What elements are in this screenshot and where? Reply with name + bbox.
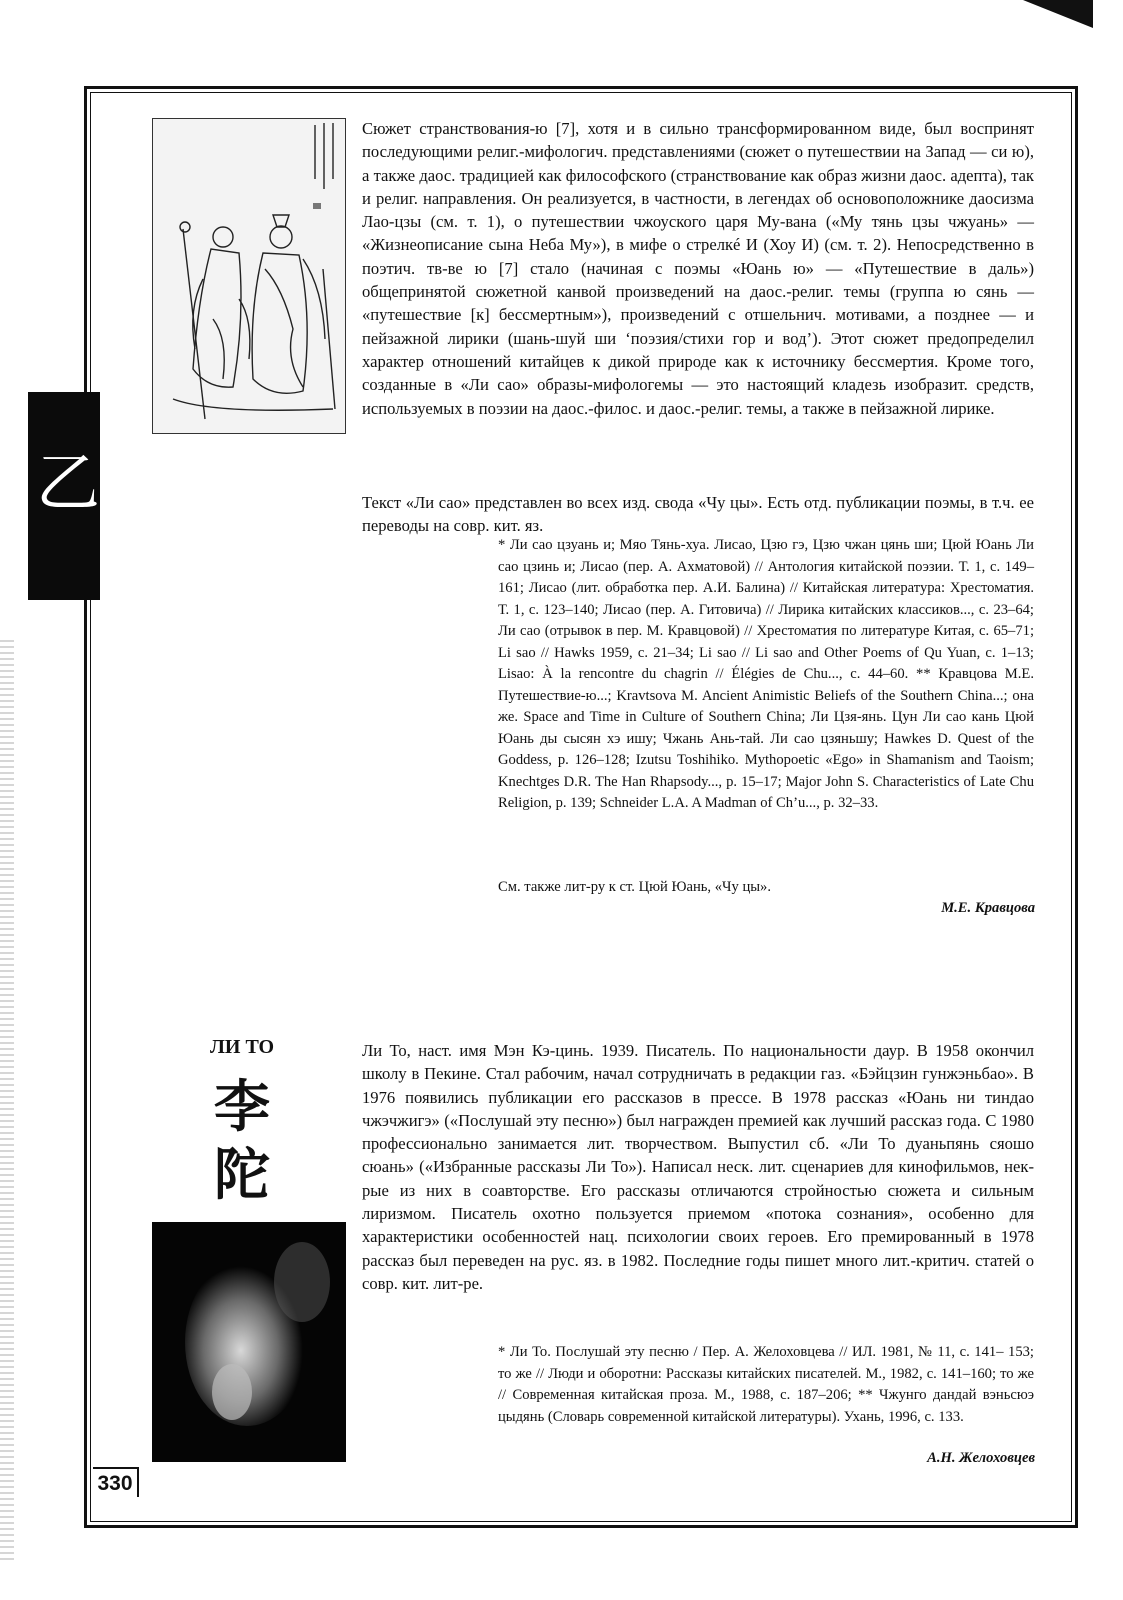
article2-author: А.Н. Желоховцев [927, 1450, 1035, 1466]
scan-edge-artifact [0, 640, 14, 1560]
author-photo-graphic [152, 1222, 346, 1462]
article1-bibliography: * Ли сао цзуань и; Мяо Тянь-хуа. Лисао, Цзю гэ, Цзю чжан цянь ши; Цюй Юань Ли сао цзинь и; Лисао (пер. А. Ахматовой) // Антология китайской поэзии. Т. 1, с. 149–161; Лисао (лит. обработка пер. А.И. Балина) // Китайская литература: Хрестоматия. Т. 1, с. 123–140; Лисао (пер. А. Гитовича) // Лирика китайских классиков..., с. 23–64; Ли сао (отрывок в пер. М. Кравцовой) // Хрестоматия по литературе Китая, с. 65–71; Li sao // Hawks 1959, с. 21–34; Li sao // Li sao and Other Poems of Qu Yuan, с. 1–13; Lisao: À la rencontre du chagrin // Élégies de Chu..., с. 44–60. ** Кравцова М.Е. Путешествие-ю...; Kravtsova M. Ancient Animistic Beliefs of the Southern China...; она же. Space and Time in Culture of Southern China; Ли Цзя-янь. Цун Ли сао кань Цюй Юань ды сысян хэ ишу; Чжань Ань-тай. Ли сао цзяньшу; Hawkes D. Quest of the Goddess, p. 126–128; Izutsu Toshihiko. Mythopoetic «Ego» in Shamanism and Taoism; Knechtges D.R. The Han Rhapsody..., p. 15–17; Major John S. Characteristics of Late Chu Religion, p. 139; Schneider L.A. A Madman of Ch’u..., p. 32–33. [498, 537, 1034, 811]
author-photo [152, 1222, 346, 1462]
article1-author: М.Е. Кравцова [941, 900, 1035, 916]
page-corner-mark [1023, 0, 1093, 28]
page-number: 330 [93, 1467, 139, 1497]
entry-hanzi-2: 陀 [214, 1143, 270, 1208]
entry-hanzi-1: 李 [214, 1075, 270, 1140]
article1-paragraph-1: Сюжет странствования-ю [7], хотя и в сильно трансформированном виде, был воспринят последующими религ.-мифологич. представлениями (сюжет о путешествии на Запад — си ю), а также даос. традицией как философского (странствование как образ жизни даос. адепта), так и религ. направления. Он реализуется, в частности, в легендах об основоположнике даосизма Лао-цзы (см. т. 1), о путешествии чжоуского царя Му-вана («Му тянь цзы чжуань» — «Жизнеописание сына Неба Му»), в мифе о стрелкé И (Хоу И) (см. т. 2). Непосредственно в поэтич. тв-ве ю [7] стало (начиная с поэмы «Юань ю» — «Путешествие в даль») общепринятой сюжетной канвой произведений на даос.-религ. темы (группа ю сянь — «путешествие [к] бессмертным»), произведений с отшельнич. мотивами, а позднее — и пейзажной лирики (шань-шуй ши ‘поэзия/стихи гор и вод’). Этот сюжет предопределил характер отношений китайцев к дикой природе как к источнику бессмертия. Кроме того, созданные в «Ли сао» образы-мифологемы — это настоящий кладезь изобразит. средств, используемых в поэзии на даос.-филос. и даос.-религ. темы, а также в пейзажной лирике. [362, 119, 1034, 418]
article1-see-also: См. также лит-ру к ст. Цюй Юань, «Чу цы». [498, 879, 772, 895]
entry-headword: ЛИ ТО [210, 1036, 275, 1058]
woodcut-figures-graphic [153, 119, 346, 434]
article1-paragraph-2: Текст «Ли сао» представлен во всех изд. свода «Чу цы». Есть отд. публикации поэмы, в т.ч. ее переводы на совр. кит. яз. [362, 493, 1034, 536]
illustration-woodcut [152, 118, 346, 434]
section-tab-glyph: 乙 [36, 447, 100, 521]
article2-paragraph: Ли То, наст. имя Мэн Кэ-цинь. 1939. Писатель. По национальности даур. В 1958 окончил школу в Пекине. Стал рабочим, начал сотрудничать в редакции газ. «Бэйцзин гунжэньбао». В 1976 появились публикации его рассказов в прессе. В 1978 рассказ «Юань ни тиндао чжэчжигэ» («Послушай эту песню») был награжден премией как лучший рассказ года. С 1980 профессионально занимается лит. творчеством. Выпустил сб. «Ли То дуаньпянь сяошо сюань» («Избранные рассказы Ли То»). Написал неск. лит. сценариев для кинофильмов, нек-рые из них в соавторстве. Его рассказы отличаются стройностью сюжета и сильным лиризмом. Писатель охотно пользуется приемом «потока сознания», особенно для характеристики особенностей нац. психологии своих героев. Его премированный в 1978 рассказ был переведен на рус. яз. в 1982. Последние годы пишет много лит.-критич. статей о совр. кит. лит-ре. [362, 1041, 1034, 1293]
article2-bibliography: * Ли То. Послушай эту песню / Пер. А. Желоховцева // ИЛ. 1981, № 11, с. 141– 153; то же // Люди и оборотни: Рассказы китайских писателей. М., 1982, с. 141–160; то же // Современная китайская проза. М., 1988, с. 187–206; ** Чжунго дандай вэньсюэ цыдянь (Словарь современной китайской литературы). Ухань, 1996, с. 133. [498, 1344, 1034, 1425]
